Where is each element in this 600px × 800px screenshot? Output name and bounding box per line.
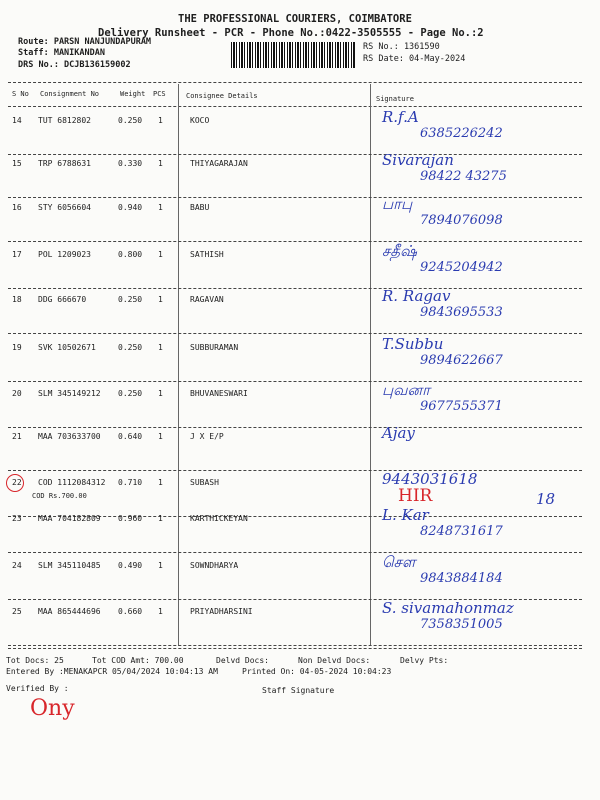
entered-by: Entered By :MENAKAPCR 05/04/2024 10:04:13 AM xyxy=(6,667,218,676)
row-signature: R. Ragav xyxy=(382,287,451,305)
row-consignment-no: SVK 10502671 xyxy=(38,343,96,352)
row-separator xyxy=(8,381,582,382)
row-sno: 14 xyxy=(12,116,22,125)
row-pcs: 1 xyxy=(158,432,163,441)
row-cod-amount: COD Rs.700.00 xyxy=(32,492,87,500)
row-separator xyxy=(8,645,582,646)
row-pcs: 1 xyxy=(158,607,163,616)
printed-on: Printed On: 04-05-2024 10:04:23 xyxy=(242,667,392,676)
row-separator xyxy=(8,333,582,334)
row-separator xyxy=(8,288,582,289)
row-weight: 0.330 xyxy=(118,159,143,168)
row-consignee: J X E/P xyxy=(190,432,224,441)
delivery-points: Delvy Pts: xyxy=(400,656,449,665)
row-separator xyxy=(8,154,582,155)
delivered-docs: Delvd Docs: xyxy=(216,656,269,665)
row-weight: 0.250 xyxy=(118,116,143,125)
col-consignment: Consignment No xyxy=(40,90,100,98)
row-weight: 0.940 xyxy=(118,203,143,212)
row-pcs: 1 xyxy=(158,389,163,398)
rs-number: RS No.: 1361590 xyxy=(363,42,440,52)
verified-by: Verified By : xyxy=(6,684,69,693)
row-weight: 0.250 xyxy=(118,343,143,352)
row-consignment-no: TRP 6788631 xyxy=(38,159,91,168)
row-consignment-no: MAA 865444696 xyxy=(38,607,101,616)
row-signature-phone: 6385226242 xyxy=(420,126,503,141)
row-consignee: SATHISH xyxy=(190,250,224,259)
row-sno: 18 xyxy=(12,295,22,304)
row-weight: 0.960 xyxy=(118,514,143,523)
row-signature-phone: 98422 43275 xyxy=(420,169,507,184)
row-consignee: BHUVANESWARI xyxy=(190,389,248,398)
row-signature: புவனா xyxy=(382,381,430,399)
consignee-divider xyxy=(178,84,179,646)
row-pcs: 1 xyxy=(158,478,163,487)
row-pcs: 1 xyxy=(158,295,163,304)
row-weight: 0.710 xyxy=(118,478,143,487)
row-consignee: SUBBURAMAN xyxy=(190,343,239,352)
row-weight: 0.660 xyxy=(118,607,143,616)
red-circle-annotation xyxy=(6,474,24,492)
signature-divider xyxy=(370,84,371,646)
company-title: THE PROFESSIONAL COURIERS, COIMBATORE xyxy=(178,13,412,25)
route-label: Route: PARSN NANJUNDAPURAM xyxy=(18,37,152,47)
row-consignment-no: MAA 704182809 xyxy=(38,514,101,523)
row-signature: சௌ xyxy=(382,553,416,571)
col-sno: S No xyxy=(12,90,29,98)
row-sno: 24 xyxy=(12,561,22,570)
runsheet-subtitle: Delivery Runsheet - PCR - Phone No.:0422-3505555 - Page No.:2 xyxy=(98,27,484,39)
col-consignee: Consignee Details xyxy=(186,92,258,100)
row-pcs: 1 xyxy=(158,159,163,168)
row-signature: பாபு xyxy=(382,195,413,213)
row-pcs: 1 xyxy=(158,514,163,523)
row-consignment-no: DDG 666670 xyxy=(38,295,87,304)
row-separator xyxy=(8,552,582,553)
row-consignment-no: SLM 345149212 xyxy=(38,389,101,398)
row-sno: 15 xyxy=(12,159,22,168)
row-signature-phone: 8248731617 xyxy=(420,524,503,539)
verified-signature: Ony xyxy=(30,696,75,721)
row-signature-phone: 7358351005 xyxy=(420,617,503,632)
staff-label: Staff: MANIKANDAN xyxy=(18,48,105,58)
row-consignee: RAGAVAN xyxy=(190,295,224,304)
row-consignment-no: COD 1112084312 xyxy=(38,478,106,487)
row-signature: சதீஷ் xyxy=(382,242,417,260)
non-delivered-docs: Non Delvd Docs: xyxy=(298,656,371,665)
row-sno: 20 xyxy=(12,389,22,398)
row-signature: S. sivamahonmaz xyxy=(382,599,514,617)
row-signature: Ajay xyxy=(382,424,415,442)
row-signature: Sivarajan xyxy=(382,151,454,169)
row-weight: 0.490 xyxy=(118,561,143,570)
fraction-annotation: 18 xyxy=(536,490,556,508)
col-pcs: PCS xyxy=(153,90,166,98)
row-sno: 25 xyxy=(12,607,22,616)
row-weight: 0.250 xyxy=(118,389,143,398)
row-separator xyxy=(8,470,582,471)
row-sno: 21 xyxy=(12,432,22,441)
row-signature: R.f.A xyxy=(382,108,419,126)
row-separator xyxy=(8,427,582,428)
row-consignment-no: STY 6056604 xyxy=(38,203,91,212)
row-signature-phone: 9843884184 xyxy=(420,571,503,586)
row-consignee: SOWNDHARYA xyxy=(190,561,239,570)
row-signature: T.Subbu xyxy=(382,335,444,353)
row-signature: L. Kar xyxy=(382,506,429,524)
row-sno: 19 xyxy=(12,343,22,352)
row-signature-phone: 9894622667 xyxy=(420,353,503,368)
row-sno: 16 xyxy=(12,203,22,212)
row-signature-phone: 9245204942 xyxy=(420,260,503,275)
row-signature-phone: 9677555371 xyxy=(420,399,503,414)
hir-annotation: HIR xyxy=(398,486,433,506)
staff-signature-label: Staff Signature xyxy=(262,686,335,695)
row-consignee: KOCO xyxy=(190,116,210,125)
row-pcs: 1 xyxy=(158,203,163,212)
row-separator xyxy=(8,197,582,198)
col-weight: Weight xyxy=(120,90,146,98)
row-separator xyxy=(8,241,582,242)
total-docs: Tot Docs: 25 xyxy=(6,656,64,665)
row-consignment-no: TUT 6812802 xyxy=(38,116,91,125)
row-consignee: BABU xyxy=(190,203,210,212)
row-consignment-no: POL 1209023 xyxy=(38,250,91,259)
row-sno: 22 xyxy=(12,478,22,487)
total-cod-amount: Tot COD Amt: 700.00 xyxy=(92,656,184,665)
row-signature-phone: 7894076098 xyxy=(420,213,503,228)
row-pcs: 1 xyxy=(158,116,163,125)
row-signature-phone: 9843695533 xyxy=(420,305,503,320)
col-signature: Signature xyxy=(376,95,414,103)
row-weight: 0.640 xyxy=(118,432,143,441)
row-signature: 9443031618 xyxy=(382,470,478,488)
row-consignee: KARTHICKEYAN xyxy=(190,514,248,523)
header-top-rule xyxy=(8,82,582,83)
row-sno: 17 xyxy=(12,250,22,259)
row-consignee: SUBASH xyxy=(190,478,219,487)
footer-rule xyxy=(8,648,582,649)
row-pcs: 1 xyxy=(158,343,163,352)
row-consignee: THIYAGARAJAN xyxy=(190,159,248,168)
header-bottom-rule xyxy=(8,106,582,107)
row-consignee: PRIYADHARSINI xyxy=(190,607,253,616)
row-consignment-no: SLM 345110485 xyxy=(38,561,101,570)
drs-number: DRS No.: DCJB136159002 xyxy=(18,60,131,70)
row-weight: 0.250 xyxy=(118,295,143,304)
row-sno: 23 xyxy=(12,514,22,523)
barcode xyxy=(231,42,355,68)
row-pcs: 1 xyxy=(158,561,163,570)
row-pcs: 1 xyxy=(158,250,163,259)
row-consignment-no: MAA 703633700 xyxy=(38,432,101,441)
row-weight: 0.800 xyxy=(118,250,143,259)
rs-date: RS Date: 04-May-2024 xyxy=(363,54,466,64)
